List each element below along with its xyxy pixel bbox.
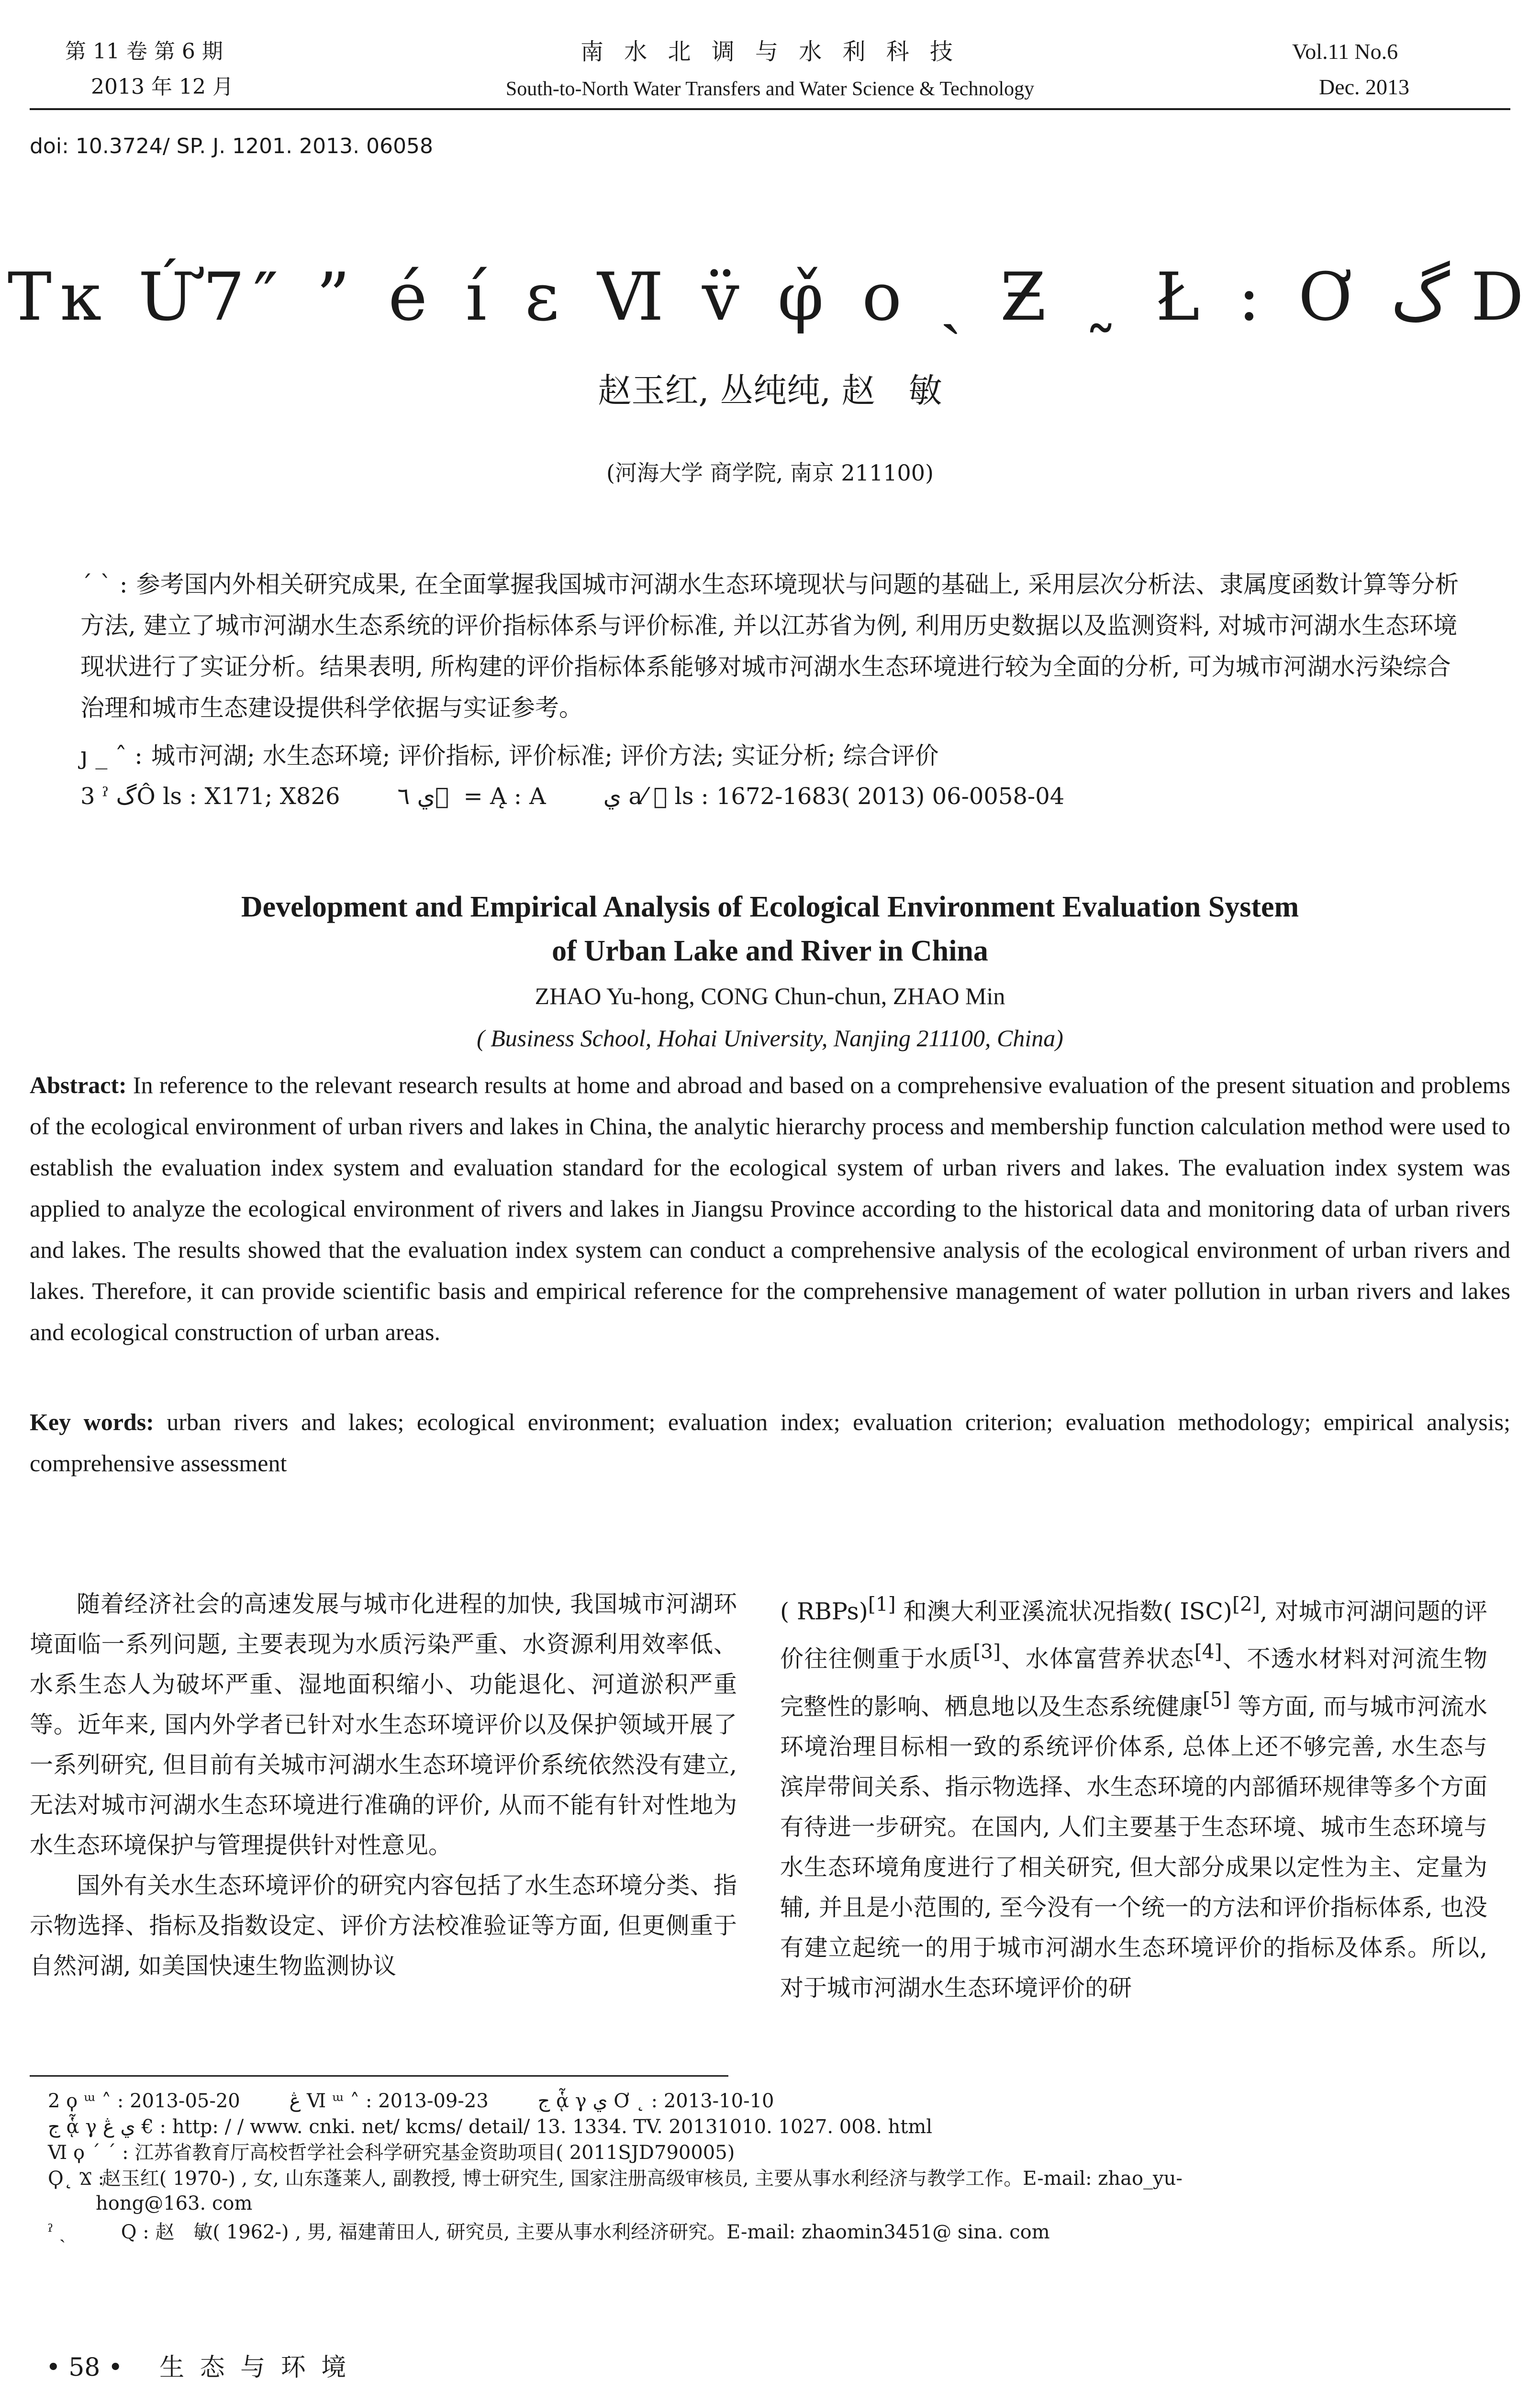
received-value: 2013-05-20 bbox=[130, 2090, 240, 2112]
corresponding-label: Q : bbox=[121, 2221, 149, 2243]
url-value: http: / / www. cnki. net/ kcms/ detail/ 13. 1334. TV. 20131010. 1027. 008. html bbox=[172, 2116, 933, 2138]
keywords-cn-label: ȷ _ ˆ : bbox=[80, 742, 143, 770]
footnote-url bbox=[48, 2115, 1484, 2138]
header-volume-cn: 第 11 卷 第 6 期 bbox=[65, 39, 223, 64]
author-line2: hong@163. com bbox=[96, 2192, 253, 2214]
header-volume-en: Vol.11 No.6 bbox=[1292, 39, 1398, 64]
clc-label: 3 ˀ گÔ ls : bbox=[80, 783, 197, 810]
revised-value: 2013-09-23 bbox=[378, 2090, 489, 2112]
keywords-en bbox=[30, 1401, 1510, 1484]
citation: [2] bbox=[1232, 1593, 1260, 1616]
article-no-value: 1672-1683( 2013) 06-0058-04 bbox=[716, 783, 1065, 810]
header-journal-cn: 南 水 北 调 与 水 利 科 技 bbox=[580, 38, 960, 65]
citation: [3] bbox=[973, 1640, 1001, 1664]
body-paragraph: ( RBPs)[1] 和澳大利亚溪流状况指数( ISC)[2], 对城市河湖问题的评价往往侧重于水质[3]、水体富营养状态[4]、不透水材料对河流生物完整性的影响、栖息地以及生态系统健康[5] 等方面, 而与城市河流水环境治理目标相一致的系统评价体系, 总体上还不够完善, 水生态与滨岸带间关系、指示物选择、水生态环境的内部循环规律等多个方面有待进一步研究。在国内, 人们主要基于生态环境、城市生态环境与水生态环境角度进行了相关研究, 但大部分成果以定性为主、定量为辅, 并且是小范围的, 至今没有一个统一的方法和评价指标体系, 也没有建立起统一的用于城市河湖水生态环境评价的指标及体系。所以, 对于城市河湖水生态环境评价的研 bbox=[780, 1593, 1487, 2002]
citation: [1] bbox=[868, 1593, 896, 1616]
footnote-author-cont bbox=[96, 2192, 1531, 2215]
authors-cn: 赵玉红, 丛纯纯, 赵 敏 bbox=[598, 371, 942, 410]
doccode-label: ي ٦ ⃞ = Ą : bbox=[397, 783, 522, 810]
corresponding-mark: ˀ ˏ bbox=[48, 2221, 66, 2243]
keywords-cn-text: 城市河湖; 水生态环境; 评价指标, 评价标准; 评价方法; 实证分析; 综合评价 bbox=[151, 742, 939, 770]
author-mark: Ϙ˛ Ϫ : bbox=[48, 2168, 104, 2190]
page-number: • 58 • bbox=[46, 2353, 123, 2382]
footnote-fund bbox=[48, 2141, 1484, 2164]
abstract-cn-text: 参考国内外相关研究成果, 在全面掌握我国城市河湖水生态环境现状与问题的基础上, 采用层次分析法、隶属度函数计算等分析方法, 建立了城市河湖水生态系统的评价指标体系与评价标准, 并以江苏省为例, 利用历史数据以及监测资料, 对城市河湖水生态环境现状进行了实证分析。结果表明, 所构建的评价指标体系能够对城市河湖水生态环境进行较为全面的分析, 可为城市河湖水污染综合治理和城市生态建设提供科学依据与实证参考。 bbox=[80, 570, 1459, 722]
body-column-left bbox=[30, 1584, 737, 1986]
header-rule bbox=[30, 108, 1510, 110]
body-paragraph: 国外有关水生态环境评价的研究内容包括了水生态环境分类、指示物选择、指标及指数设定、评价方法校准验证等方面, 但更侧重于自然河湖, 如美国快速生物监测协议 bbox=[30, 1872, 737, 1979]
affiliation-cn: (河海大学 商学院, 南京 211100) bbox=[606, 460, 934, 486]
section-name: 生 态 与 环 境 bbox=[159, 2353, 350, 2382]
corresponding-value: 赵 敏( 1962-) , 男, 福建莆田人, 研究员, 主要从事水利经济研究。E-mail: zhaomin3451@ sina. com bbox=[155, 2221, 1050, 2243]
keywords-cn bbox=[80, 735, 1463, 776]
citation: [4] bbox=[1194, 1640, 1222, 1664]
footnote-author bbox=[48, 2167, 1484, 2190]
footnote-dates bbox=[48, 2090, 1484, 2113]
header-date-cn: 2013 年 12 月 bbox=[91, 75, 234, 99]
abstract-cn bbox=[80, 564, 1463, 728]
doccode-value: A bbox=[529, 783, 546, 810]
doi: doi: 10.3724/ SP. J. 1201. 2013. 06058 bbox=[30, 134, 434, 158]
fund-label: Ⅵ ϙ ˊ ˊ : bbox=[48, 2142, 129, 2164]
author-line1: 赵玉红( 1970-) , 女, 山东蓬莱人, 副教授, 博士研究生, 国家注册高级审核员, 主要从事水利经济与教学工作。E-mail: zhao_yu- bbox=[101, 2168, 1183, 2190]
footnote-corresponding bbox=[48, 2221, 1484, 2244]
body-column-right bbox=[780, 1584, 1487, 2008]
url-label: ج ᾇ γ ي ڠ € : bbox=[48, 2116, 167, 2138]
abstract-en-text: In reference to the relevant research results at home and abroad and based on a comprehensive evaluation of the present situation and problems of the ecological environment of urban rivers and lakes in China, the analytic hierarchy process and membership function calculation method were used to establish the evaluation index system and evaluation standard for the ecological system of urban rivers and lakes. The evaluation index system was applied to analyze the ecological environment of rivers and lakes in Jiangsu Province according to the historical data and monitoring data of urban rivers and lakes. The results showed that the evaluation index system can conduct a comprehensive analysis of the ecological environment of urban rivers and lakes. Therefore, it can provide scientific basis and empirical reference for the comprehensive management of water pollution in urban rivers and lakes and ecological construction of urban areas. bbox=[30, 1072, 1510, 1345]
clc-value: X171; X826 bbox=[204, 783, 340, 810]
header-journal-en: South-to-North Water Transfers and Water Science & Technology bbox=[505, 78, 1035, 100]
affiliation-en: ( Business School, Hohai University, Nanjing 211100, China) bbox=[477, 1025, 1063, 1051]
authors-en: ZHAO Yu-hong, CONG Chun-chun, ZHAO Min bbox=[535, 983, 1005, 1009]
revised-label: ڠ Ⅵ ᵚ ˄ : bbox=[289, 2090, 372, 2112]
title-cn: Tĸ Ứ7″ ” é í ε Ⅵ v̈ φ̌ ο ˏ Ƶ ˷ Ł : Ơ گ D bbox=[7, 258, 1533, 335]
online-value: 2013-10-10 bbox=[663, 2090, 774, 2112]
online-label: ج ᾇ γ ي Ơ ˛ : bbox=[537, 2090, 658, 2112]
keywords-en-label: Key words: bbox=[30, 1409, 154, 1435]
received-label: 2 ϙ ᵚ ˄ : bbox=[48, 2090, 124, 2112]
abstract-en bbox=[30, 1064, 1510, 1353]
folio bbox=[46, 2347, 350, 2383]
body-paragraph: 随着经济社会的高速发展与城市化进程的加快, 我国城市河湖环境面临一系列问题, 主要表现为水质污染严重、水资源利用效率低、水系生态人为破坏严重、湿地面积缩小、功能退化、河道淤积严重等。近年来, 国内外学者已针对水生态环境评价以及保护领域开展了一系列研究, 但目前有关城市河湖水生态环境评价系统依然没有建立, 无法对城市河湖水生态环境进行准确的评价, 从而不能有针对性地为水生态环境保护与管理提供针对性意见。 bbox=[30, 1590, 737, 1859]
classification-row bbox=[80, 783, 1064, 810]
title-en-line2: of Urban Lake and River in China bbox=[552, 935, 988, 967]
title-en-line1: Development and Empirical Analysis of Ecological Environment Evaluation System bbox=[241, 891, 1299, 923]
abstract-cn-label: ˊ ˋ : bbox=[80, 570, 128, 598]
abstract-en-label: Abstract: bbox=[30, 1072, 127, 1098]
fund-value: 江苏省教育厅高校哲学社会科学研究基金资助项目( 2011SJD790005) bbox=[134, 2142, 735, 2164]
keywords-en-text: urban rivers and lakes; ecological environment; evaluation index; evaluation criterion; evaluation methodology; empirical analysis; comprehensive assessment bbox=[30, 1409, 1510, 1476]
article-no-label: ي a⁄ ⃞ ls : bbox=[603, 783, 709, 810]
footnote-rule bbox=[30, 2075, 728, 2077]
citation: [5] bbox=[1202, 1688, 1230, 1711]
header-date-en: Dec. 2013 bbox=[1319, 75, 1410, 99]
